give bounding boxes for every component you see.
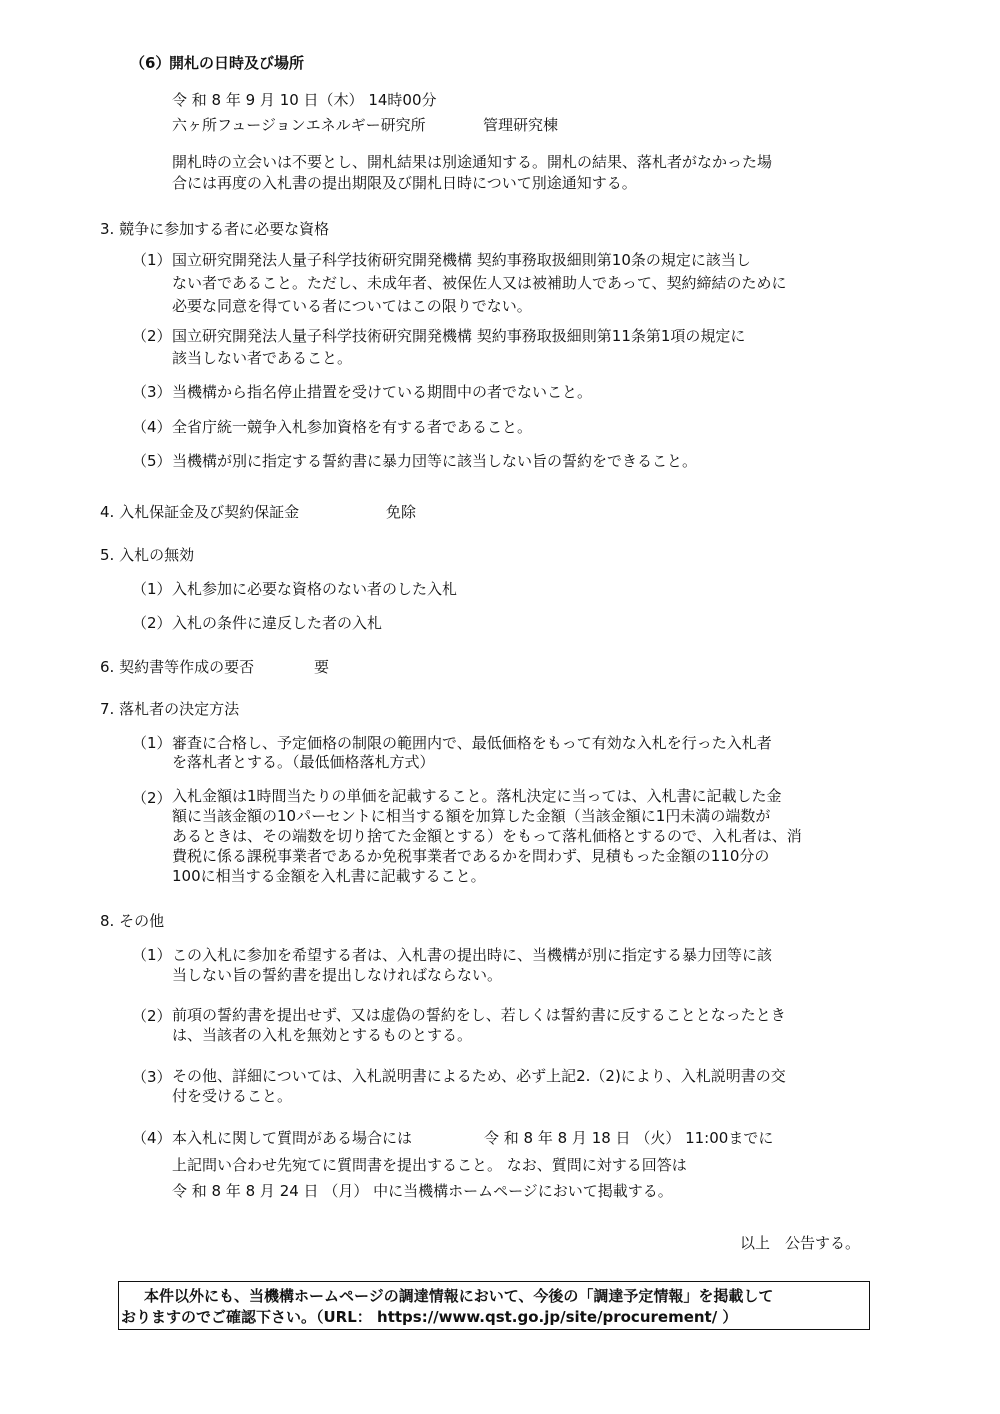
section-5-title: 5. 入札の無効 (100, 546, 195, 564)
section-7-item-1-line-2: を落札者とする。（最低価格落札方式） (172, 753, 435, 771)
section-7-title: 7. 落札者の決定方法 (100, 700, 240, 718)
section-7-item-1-number: （1） (132, 734, 172, 752)
section-8-item-3-number: （3） (132, 1068, 172, 1086)
opening-note-line-1: 開札時の立会いは不要とし、開札結果は別途通知する。開札の結果、落札者がなかった場 (172, 153, 773, 171)
section-7-item-1-line-1: 審査に合格し、予定価格の制限の範囲内で、最低価格をもって有効な入札を行った入札者 (172, 734, 772, 752)
opening-note-line-2: 合には再度の入札書の提出期限及び開札日時について別途通知する。 (172, 174, 637, 192)
section-4-title: 4. 入札保証金及び契約保証金 (100, 503, 300, 521)
section-6b-title: 6. 契約書等作成の要否 (100, 658, 255, 676)
section-3-item-4-number: （4） (132, 418, 172, 436)
section-8-item-3-line-1: その他、詳細については、入札説明書によるため、必ず上記2.（2)により、入札説明書の交 (172, 1067, 786, 1085)
section-8-item-1-line-2: 当しない旨の誓約書を提出しなければならない。 (172, 966, 503, 984)
section-7-item-2-line-4: 費税に係る課税事業者であるか免税事業者であるかを問わず、見積もった金額の110分の (172, 847, 770, 865)
section-5-item-1-line-1: 入札参加に必要な資格のない者のした入札 (172, 580, 458, 598)
section-7-item-2-line-1: 入札金額は1時間当たりの単価を記載すること。落札決定に当っては、入札書に記載した金 (172, 787, 782, 805)
notice-line-1: 本件以外にも、当機構ホームページの調達情報において、今後の「調達予定情報」を掲載して (144, 1287, 774, 1305)
section-5-item-1-number: （1） (132, 580, 172, 598)
section-7-item-2-line-2: 額に当該金額の10パーセントに相当する額を加算した金額（当該金額に1円未満の端数が (172, 807, 771, 825)
section-3-item-1-line-3: 必要な同意を得ている者についてはこの限りでない。 (172, 297, 532, 315)
section-8-item-4-line-2: 上記問い合わせ先宛てに質問書を提出すること。 なお、質問に対する回答は (172, 1156, 687, 1174)
section-3-item-1-line-2: ない者であること。ただし、未成年者、被保佐人又は被補助人であって、契約締結のために (172, 274, 787, 292)
section-8-item-4-number: （4） (132, 1129, 172, 1147)
section-8-item-4-line-1b: 令 和 8 年 8 月 18 日 （火） 11:00までに (484, 1129, 774, 1147)
section-3-item-5-number: （5） (132, 452, 172, 470)
section-3-item-5-line-1: 当機構が別に指定する誓約書に暴力団等に該当しない旨の誓約をできること。 (172, 452, 698, 470)
section-6-title: 開札の日時及び場所 (169, 54, 305, 72)
opening-place: 六ヶ所フュージョンエネルギー研究所 (172, 116, 426, 134)
section-3-title: 3. 競争に参加する者に必要な資格 (100, 220, 330, 238)
section-7-item-2-line-3: あるときは、その端数を切り捨てた金額とする）をもって落札価格とするので、入札者は、消 (172, 827, 802, 845)
section-3-item-1-line-1: 国立研究開発法人量子科学技術研究開発機構 契約事務取扱細則第10条の規定に該当し (172, 251, 751, 269)
section-8-item-2-line-2: は、当該者の入札を無効とするものとする。 (172, 1026, 473, 1044)
section-7-item-2-number: （2） (132, 789, 172, 807)
opening-building: 管理研究棟 (483, 116, 559, 134)
closing-text: 以上 公告する。 (740, 1234, 861, 1252)
section-8-item-2-number: （2） (132, 1007, 172, 1025)
section-8-item-4-line-3: 令 和 8 年 8 月 24 日 （月） 中に当機構ホームページにおいて掲載する。 (172, 1182, 673, 1200)
section-3-item-2-line-1: 国立研究開発法人量子科学技術研究開発機構 契約事務取扱細則第11条第1項の規定に (172, 327, 746, 345)
section-8-item-4-line-1a: 本入札に関して質問がある場合には (172, 1129, 413, 1147)
section-5-item-2-number: （2） (132, 614, 172, 632)
section-3-item-3-number: （3） (132, 383, 172, 401)
notice-line-2: おりますのでご確認下さい。（URL： https://www.qst.go.jp/site/procurement/ ） (121, 1308, 738, 1326)
section-8-item-2-line-1: 前項の誓約書を提出せず、又は虚偽の誓約をし、若しくは誓約書に反することとなったとき (172, 1006, 786, 1024)
section-3-item-2-number: （2） (132, 327, 172, 345)
section-7-item-2-line-5: 100に相当する金額を入札書に記載すること。 (172, 867, 486, 885)
section-3-item-1-number: （1） (132, 251, 172, 269)
section-5-item-2-line-1: 入札の条件に違反した者の入札 (172, 614, 383, 632)
section-6b-value: 要 (314, 658, 330, 676)
section-4-value: 免除 (386, 503, 417, 521)
section-8-title: 8. その他 (100, 912, 165, 930)
section-8-item-1-line-1: この入札に参加を希望する者は、入札書の提出時に、当機構が別に指定する暴力団等に該 (172, 946, 773, 964)
section-6-number: （6） (130, 54, 171, 72)
section-3-item-4-line-1: 全省庁統一競争入札参加資格を有する者であること。 (172, 418, 533, 436)
notice-box (118, 1281, 870, 1330)
section-3-item-2-line-2: 該当しない者であること。 (172, 349, 353, 367)
section-3-item-3-line-1: 当機構から指名停止措置を受けている期間中の者でないこと。 (172, 383, 593, 401)
section-8-item-1-number: （1） (132, 946, 172, 964)
opening-datetime: 令 和 8 年 9 月 10 日（木） 14時00分 (172, 91, 437, 109)
section-8-item-3-line-2: 付を受けること。 (172, 1087, 293, 1105)
